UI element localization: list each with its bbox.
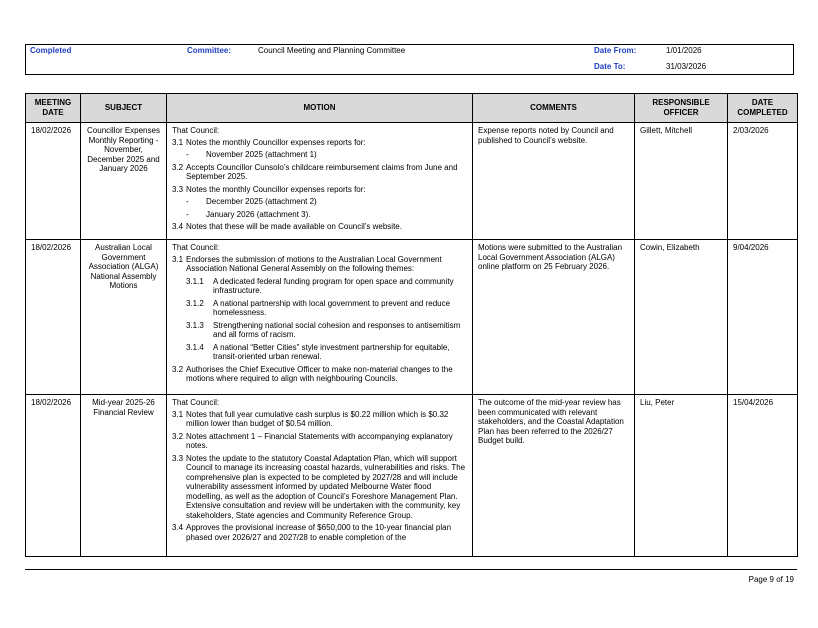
motion-item: 3.1 Endorses the submission of motions to the Australian Local Government Association National General Assembly on the following themes: — [172, 254, 442, 273]
col-motion: MOTION — [167, 94, 473, 123]
table-header-row — [26, 94, 798, 123]
page-number: Page 9 of 19 — [748, 575, 794, 584]
cell-officer: Gillett, Mitchell — [635, 123, 728, 240]
motion-item: 3.2 Authorises the Chief Executive Officer to make non-material changes to the motions where required to align with neighbouring Councils. — [172, 364, 453, 383]
col-subject: SUBJECT — [81, 94, 167, 123]
date-to-value: 31/03/2026 — [666, 62, 707, 71]
status-label: Completed — [30, 46, 72, 55]
motion-subitem: - November 2025 (attachment 1) — [186, 150, 317, 159]
motion-item: 3.1 Notes the monthly Councillor expenses reports for: — [172, 137, 366, 147]
cell-comments: Expense reports noted by Council and published to Council’s website. — [473, 123, 635, 240]
footer-divider — [25, 569, 797, 570]
cell-motion — [167, 240, 473, 395]
table-row — [26, 395, 798, 557]
cell-officer: Liu, Peter — [635, 395, 728, 557]
motion-subitem: - January 2026 (attachment 3). — [186, 209, 311, 219]
col-date-completed: DATE COMPLETED — [728, 94, 798, 123]
motion-subitem: 3.1.3 Strengthening national social cohesion and responses to antisemitism and all forms of racism. — [186, 320, 461, 339]
date-from-value: 1/01/2026 — [666, 46, 702, 55]
motion-intro: That Council: — [172, 398, 220, 407]
col-comments: COMMENTS — [473, 94, 635, 123]
cell-subject: Australian Local Government Association (ALGA) National Assembly Motions — [81, 240, 167, 395]
cell-motion — [167, 395, 473, 557]
motion-item: 3.3 Notes the update to the statutory Coastal Adaptation Plan, which will support Council to manage its increasing coastal hazards, vulnerabilities and risks. The comprehensive plan is expected to be completed by 2027/28 and will include vulnerability assessment informed by updated Melbourne Water flood modelling, as well as the adoption of Council’s Foreshore Management Plan. Extensive consultation and review will be undertaken with the community, key stakeholders, State agencies and Community Reference Group. — [172, 453, 466, 520]
date-to-label: Date To: — [594, 62, 626, 71]
motion-subitem: 3.1.1 A dedicated federal funding program for open space and community infrastructure. — [186, 276, 454, 295]
cell-officer: Cowin, Elizabeth — [635, 240, 728, 395]
committee-label: Committee: — [187, 46, 232, 55]
motion-subitem: - December 2025 (attachment 2) — [186, 197, 317, 206]
motion-item: 3.4 Approves the provisional increase of $650,000 to the 10-year financial plan phased over 2026/27 and 2027/28 to enable completion of the — [172, 523, 452, 542]
table-row — [26, 240, 798, 395]
report-header — [25, 44, 794, 75]
committee-value: Council Meeting and Planning Committee — [258, 46, 406, 55]
motion-item: 3.2 Notes attachment 1 – Financial Statements with accompanying explanatory notes. — [172, 431, 453, 450]
cell-completed: 9/04/2026 — [728, 240, 798, 395]
motion-item: 3.3 Notes the monthly Councillor expenses reports for: — [172, 184, 366, 194]
cell-comments: Motions were submitted to the Australian Local Government Association (ALGA) online platform on 25 February 2026. — [473, 240, 635, 395]
motion-intro: That Council: — [172, 126, 220, 135]
cell-comments: The outcome of the mid-year review has been communicated with relevant stakeholders, and the Coastal Adaptation Plan has been referred to the 2026/27 Budget build. — [473, 395, 635, 557]
cell-date: 18/02/2026 — [26, 395, 81, 557]
date-from-label: Date From: — [594, 46, 637, 55]
motion-subitem: 3.1.4 A national “Better Cities” style investment partnership for equitable, transit-oriented urban renewal. — [186, 342, 450, 361]
col-responsible-officer: RESPONSIBLE OFFICER — [635, 94, 728, 123]
motion-item: 3.2 Accepts Councillor Cunsolo’s childcare reimbursement claims from June and September 2025. — [172, 162, 458, 181]
cell-completed: 2/03/2026 — [728, 123, 798, 240]
actions-table — [25, 93, 798, 557]
col-meeting-date: MEETING DATE — [26, 94, 81, 123]
cell-completed: 15/04/2026 — [728, 395, 798, 557]
cell-motion — [167, 123, 473, 240]
cell-subject: Mid-year 2025-26 Financial Review — [81, 395, 167, 557]
motion-item: 3.4 Notes that these will be made available on Council’s website. — [172, 222, 402, 231]
table-row — [26, 123, 798, 240]
motion-item: 3.1 Notes that full year cumulative cash surplus is $0.22 million which is $0.32 million lower than budget of $0.54 million. — [172, 409, 449, 428]
cell-subject: Councillor Expenses Monthly Reporting - November, December 2025 and January 2026 — [81, 123, 167, 240]
cell-date: 18/02/2026 — [26, 240, 81, 395]
motion-intro: That Council: — [172, 243, 220, 252]
cell-date: 18/02/2026 — [26, 123, 81, 240]
motion-subitem: 3.1.2 A national partnership with local government to prevent and reduce homelessness. — [186, 298, 451, 317]
